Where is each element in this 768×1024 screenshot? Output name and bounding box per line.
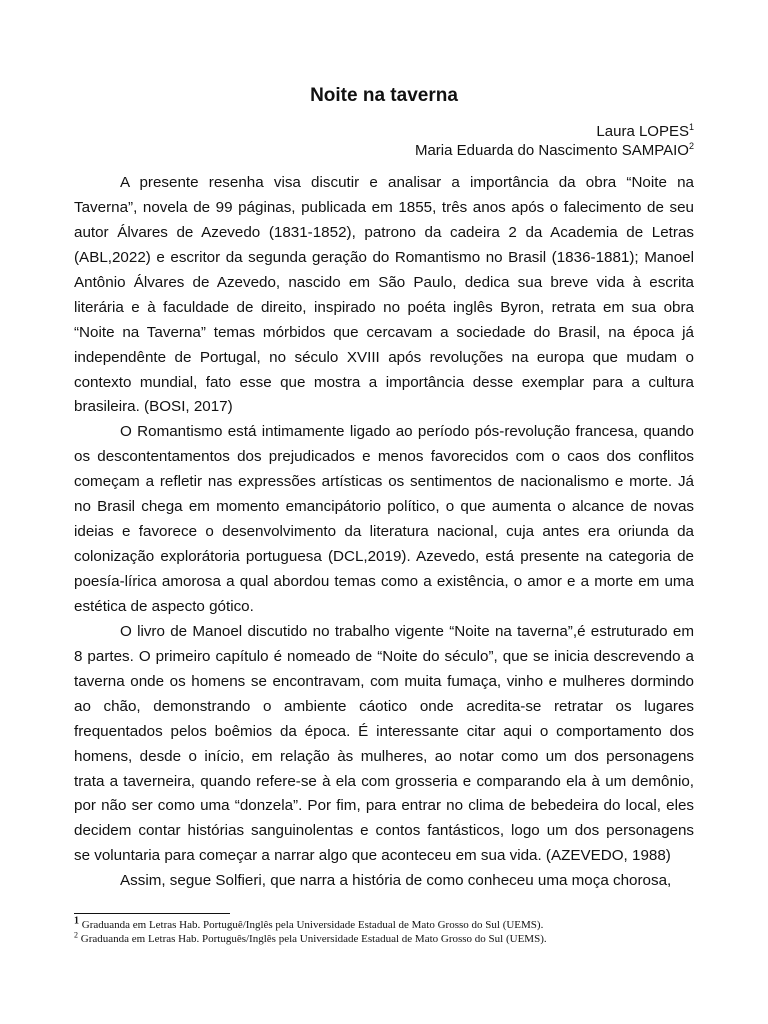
document-title: Noite na taverna <box>310 85 458 106</box>
text-line: Antônio Álvares de Azevedo, nascido em São Paulo, dedica sua breve vida à escrita <box>74 273 694 291</box>
author-name: Maria Eduarda do Nascimento SAMPAIO <box>414 142 689 159</box>
text-line: trata a taverneira, quando refere-se à ela com grosseria e comparando ela à um demônio, <box>74 772 694 790</box>
text-line: ao chão, demonstrando o ambiente cáotico onde acredita-se retratar os lugares <box>74 697 694 715</box>
text-line: ideias e favorece o desenvolvimento da literatura nacional, cuja antes era oriunda da <box>74 523 694 541</box>
text-line: homens, desde o início, em relação às mulheres, ao notar como um dos personagens <box>74 747 694 765</box>
text-line: autor Álvares de Azevedo (1831-1852), patrono da cadeira 2 da Academia de Letras <box>74 223 694 241</box>
footnotes <box>74 915 714 946</box>
paragraph <box>74 420 694 620</box>
footnote-marker: 2 <box>688 141 694 151</box>
text-line: independênte de Portugal, no século XVIII após revoluções na europa que mudam o <box>74 348 694 366</box>
text-line: os descontentamentos dos prejudicados e menos favorecidos com o caos dos conflitos <box>74 448 694 466</box>
text-line: poesía-lírica amorosa a qual abordou temas como a existência, o amor e a morte em uma <box>74 573 694 590</box>
footnote-text: Graduanda em Letras Hab. Português/Inglês pela Universidade Estadual de Mato Grosso do Sul (UEMS). <box>80 933 547 945</box>
text-line: começam a refletir nas expressões artísticas os sentimentos de nacionalismo e morte. Já <box>74 473 694 491</box>
text-line: brasileira. (BOSI, 2017) <box>74 398 233 416</box>
author-block <box>415 122 694 160</box>
text-line: O Romantismo está intimamente ligado ao período pós-revolução francesa, quando <box>120 423 694 441</box>
paragraph <box>74 171 694 420</box>
footnote-marker: 2 <box>74 930 78 940</box>
author-line <box>415 122 694 141</box>
text-line: 8 partes. O primeiro capítulo é nomeado de “Noite do século”, que se inicia descrevendo a <box>74 647 694 665</box>
text-line: se voluntaria para começar a narrar algo que aconteceu em sua vida. (AZEVEDO, 1988) <box>74 847 671 865</box>
text-line: (ABL,2022) e escritor da segunda geração do Romantismo no Brasil (1836-1881); Manoel <box>74 248 694 266</box>
text-line: no Brasil chega em momento emancipátorio político, o que aumenta o alcance de novas <box>74 498 694 516</box>
body-text <box>74 171 694 894</box>
footnote <box>74 932 714 946</box>
author-name: Laura LOPES <box>596 123 689 140</box>
footnote-marker: 1 <box>688 122 694 132</box>
text-line: frequentados pelos boêmios da época. É interessante citar aqui o comportamento dos <box>74 722 694 740</box>
footnote-marker: 1 <box>74 915 79 927</box>
text-line: Assim, segue Solfieri, que narra a história de como conheceu uma moça chorosa, <box>120 872 672 890</box>
paragraph <box>74 869 694 894</box>
text-line: “Noite na Taverna” temas mórbidos que cercavam a sociedade do Brasil, na época já <box>74 323 694 341</box>
footnote-text: Graduanda em Letras Hab. Portuguê/Inglês pela Universidade Estadual de Mato Grosso do Sul (UEMS). <box>81 919 544 931</box>
text-line: Taverna”, novela de 99 páginas, publicada em 1855, três anos após o falecimento de seu <box>74 198 694 216</box>
footnote <box>74 915 714 932</box>
text-line: contexto mundial, fato esse que mostra a importância desse exemplar para a cultura <box>74 373 694 391</box>
paragraph <box>74 620 694 869</box>
text-line: por não ser como uma “donzela”. Por fim, para entrar no clima de bebedeira do local, eles <box>74 797 694 815</box>
text-line: taverna onde os homens se encontravam, com muita fumaça, vinho e mulheres dormindo <box>74 672 694 690</box>
text-line: colonização explorátoria portuguesa (DCL,2019). Azevedo, está presente na categoria de <box>74 548 694 566</box>
text-line: decidem contar histórias sanguinolentas e contos fantásticos, logo um dos personagens <box>74 822 694 840</box>
text-line: A presente resenha visa discutir e analisar a importância da obra “Noite na <box>120 174 694 191</box>
text-line: estética de aspecto gótico. <box>74 597 254 615</box>
footnote-divider <box>74 913 230 914</box>
text-line: literária e à faculdade de direito, inspirado no poéta inglês Byron, retrata em sua obra <box>74 298 694 316</box>
author-line <box>415 141 694 160</box>
text-line: O livro de Manoel discutido no trabalho vigente “Noite na taverna”,é estruturado em <box>120 622 694 640</box>
